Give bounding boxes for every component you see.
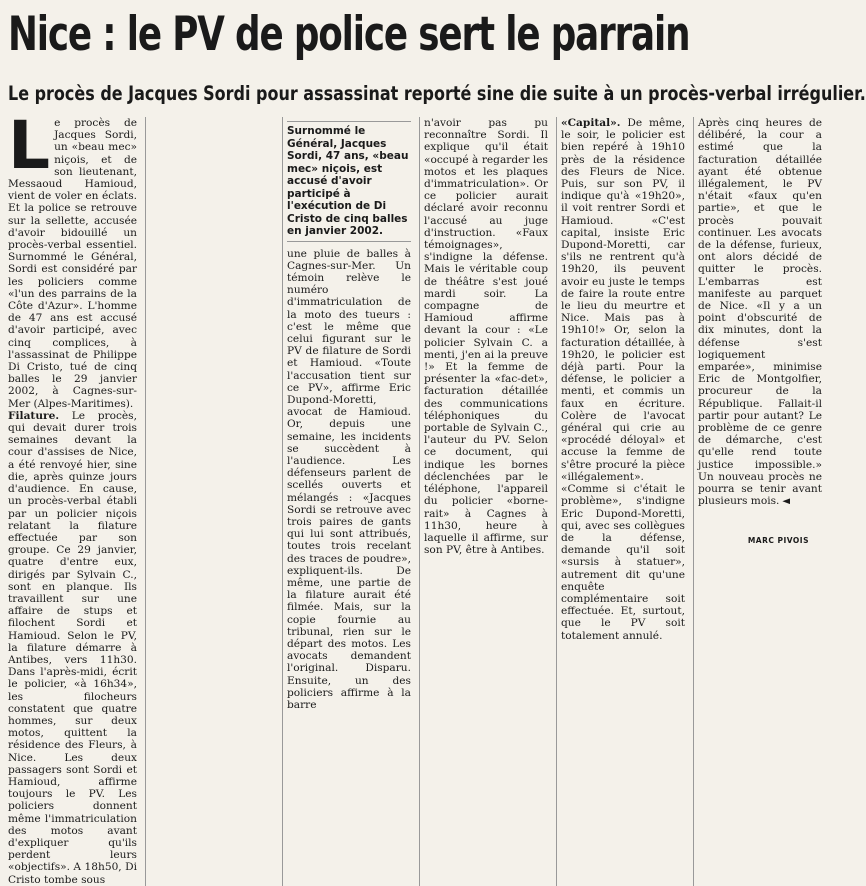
filature-text: Le procès, qui devait durer trois semaines devant la cour d'assises de Nice, a été renvoyé hier, sine die, après quinze jours d'audience. En cause, un procès-verbal établi par un policier niçois relatant la filature effectuée par son groupe. Ce 29 janvier, quatre d'entre eux, dirigés par Sylvain C., sont en planque. Ils travaillent sur une affaire de stups et filochent Sordi et Hamioud. Selon le PV, la filature démarre à Antibes, vers 11h30. Dans l'après-midi, écrit le policier, «à 16h34», les filocheurs constatent que quatre hommes, sur deux motos, quittent la résidence des Fleurs, à Nice. Les deux passagers sont Sordi et Hamioud, affirme toujours le PV. Les policiers donnent même l'immatriculation des motos avant d'expliquer qu'ils perdent leurs «objectifs». A 18h50, Di Cristo tombe sous — [8, 409, 137, 886]
headline: Nice : le PV de police sert le parrain — [8, 7, 690, 62]
capital-paragraph — [561, 117, 685, 642]
filature-lead: Filature. — [8, 409, 60, 422]
closing-paragraph — [698, 117, 822, 508]
column-1 — [8, 107, 137, 886]
end-mark-icon — [782, 498, 790, 504]
byline: MARC PIVOIS — [747, 536, 809, 545]
capital-text: De même, le soir, le policier est bien repéré à 19h10 près de la résidence des Fleurs de Nice. Puis, sur son PV, il indique qu'à «19h20», il voit rentrer Sordi et Hamioud. «C'est capital, insiste Eric Dupond-Moretti, car s'ils ne rentrent qu'à 19h20, ils peuvent avoir eu juste le temps de faire la route entre le lieu du meurtre et Nice. Mais pas à 19h10!» Or, selon la facturation détaillée, à 19h20, le policier est déjà parti. Pour la défense, le policier a menti, et commis un faux en écriture. Colère de l'avocat général qui crie au «procédé déloyal» et accuse la femme de s'être procuré la pièce «illégalement». «Comme si c'était le problème», s'indigne Eric Dupond-Moretti, qui, avec ses collègues de la défense, demande qu'il soit «sursis à statuer», autrement dit qu'une enquête complémentaire soit effectuée. Et, surtout, que le PV soit totalement annulé. — [561, 117, 685, 642]
closing-text: Après cinq heures de délibéré, la cour a estimé que la facturation détaillée ayant été obtenue illégalement, le PV n'était «faux qu'en partie», et que le procès pouvait continuer. Les avocats de la défense, furieux, ont alors décidé de quitter le procès. L'embarras est manifeste au parquet de Nice. «Il y a un point d'obscurité de dix minutes, dont la défense s'est logiquement emparée», minimise Eric de Montgolfier, procureur de la République. Fallait-il partir pour autant? Le problème de ce genre de démarche, c'est qu'elle rend toute justice impossible.» Un nouveau procès ne pourra se tenir avant plusieurs mois. — [698, 117, 822, 508]
filature-paragraph — [8, 410, 137, 886]
column-5 — [556, 117, 685, 886]
subheadline: Le procès de Jacques Sordi pour assassinat reporté sine die suite à un procès-verbal irrégulier. — [8, 82, 866, 105]
body-paragraph-4: n'avoir pas pu reconnaître Sordi. Il explique qu'il était «occupé à regarder les motos et les plaques d'immatriculation». Or ce policier aurait déclaré avoir reconnu l'accusé au juge d'instruction. «Faux témoignages», s'indigne la défense. Mais le véritable coup de théâtre s'est joué mardi soir. La compagne de Hamioud affirme devant la cour : «Le policier Sylvain C. a menti, j'en ai la preuve !» Et la femme de présenter la «fac-det», facturation détaillée des communications téléphoniques du portable de Sylvain C., l'auteur du PV. Selon ce document, qui indique les bornes déclenchées par le téléphone, l'appareil du policier «borne-rait» à Cagnes à 11h30, heure à laquelle il affirme, sur son PV, être à Antibes. — [424, 117, 548, 557]
column-6 — [693, 117, 822, 886]
column-4 — [419, 117, 548, 886]
capital-lead: «Capital». — [561, 117, 621, 129]
pull-quote: Surnommé le Général, Jacques Sordi, 47 ans, «beau mec» niçois, est accusé d'avoir participé à l'exécution de Di Cristo de cinq balles en janvier 2002. — [287, 121, 411, 242]
drop-cap: L — [8, 107, 51, 184]
intro-paragraph — [8, 107, 137, 410]
column-2 — [145, 117, 274, 886]
column-3 — [282, 117, 411, 886]
body-paragraph-3: une pluie de balles à Cagnes-sur-Mer. Un témoin relève le numéro d'immatriculation de la moto des tueurs : c'est le même que celui figurant sur le PV de filature de Sordi et Hamioud. «Toute l'accusation tient sur ce PV», affirme Eric Dupond-Moretti, avocat de Hamioud. Or, depuis une semaine, les incidents se succèdent à l'audience. Les défenseurs parlent de scellés ouverts et mélangés : «Jacques Sordi se retrouve avec trois paires de gants qui lui sont attribués, toutes trois recelant des traces de poudre», expliquent-ils. De même, une partie de la filature aurait été filmée. Mais, sur la copie fournie au tribunal, rien sur le départ des motos. Les avocats demandent l'original. Disparu. Ensuite, un des policiers affirme à la barre — [287, 247, 411, 712]
intro-text: e procès de Jacques Sordi, un «beau mec» niçois, et de son lieutenant, Messaoud Hamioud, vient de voler en éclats. Et la police se retrouve sur la sellette, accusée d'avoir bidouillé un procès-verbal essentiel. Surnommé le Général, Sordi est considéré par les policiers comme «l'un des parrains de la Côte d'Azur». L'homme de 47 ans est accusé d'avoir participé, avec cinq complices, à l'assassinat de Philippe Di Cristo, tué de cinq balles le 29 janvier 2002, à Cagnes-sur-Mer (Alpes-Maritimes). — [8, 117, 137, 410]
